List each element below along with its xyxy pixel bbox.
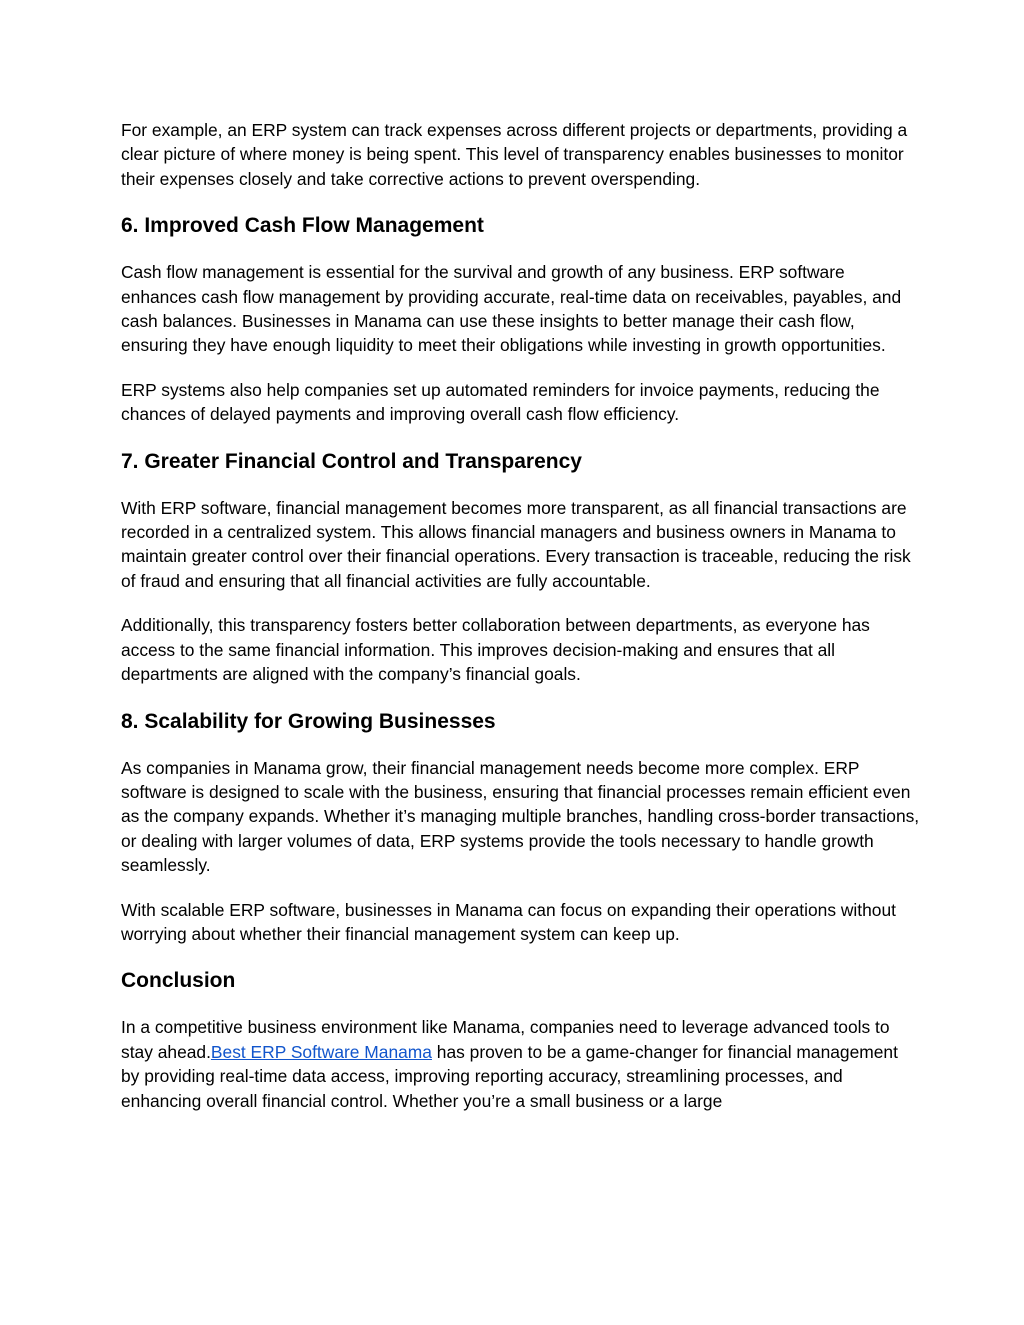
document-page [121,118,921,1133]
section-financial-control [121,447,921,687]
intro-paragraph: For example, an ERP system can track expenses across different projects or departments, providing a clear picture of where money is being spent. This level of transparency enables businesses to monitor their expenses closely and take corrective actions to prevent overspending. [121,120,908,189]
section-heading: 6. Improved Cash Flow Management [121,214,484,238]
best-erp-software-link[interactable]: Best ERP Software Manama [210,1041,432,1062]
section-conclusion [121,966,921,1113]
section-scalability [121,707,921,947]
conclusion-paragraph [121,1015,921,1113]
section-paragraph: Cash flow management is essential for the survival and growth of any business. ERP software enhances cash flow management by providing accurate, real-time data on receivables, payables, and cash balances. Businesses in Manama can use these insights to better manage their cash flow, ensuring they have enough liquidity to meet their obligations while investing in growth opportunities. [121,262,902,356]
section-paragraph: As companies in Manama grow, their financial management needs become more complex. ERP software is designed to scale with the business, ensuring that financial processes remain efficient even as the company expands. Whether it’s managing multiple branches, handling cross-border transactions, or dealing with larger volumes of data, ERP systems provide the tools necessary to handle growth seamlessly. [121,757,920,876]
conclusion-text-end: has proven to be a game-changer for financial management by providing real-time data access, improving reporting accuracy, streamlining processes, and enhancing overall financial control. Whether you’re a small business or a large [121,1041,898,1111]
section-heading: 8. Scalability for Growing Businesses [121,709,496,733]
section-paragraph: Additionally, this transparency fosters better collaboration between departments, as everyone has access to the same financial information. This improves decision-making and ensures that all departments are aligned with the company’s financial goals. [121,615,870,685]
section-heading: 7. Greater Financial Control and Transparency [121,449,582,473]
section-paragraph: ERP systems also help companies set up automated reminders for invoice payments, reducing the chances of delayed payments and improving overall cash flow efficiency. [121,379,880,425]
conclusion-text-start: In a competitive business environment like Manama, companies need to leverage advanced tools to stay ahead. [121,1017,890,1062]
section-cash-flow [121,211,921,426]
section-paragraph: With scalable ERP software, businesses in Manama can focus on expanding their operations without worrying about whether their financial management system can keep up. [121,899,896,944]
conclusion-heading: Conclusion [121,969,236,993]
section-paragraph: With ERP software, financial management becomes more transparent, as all financial transactions are recorded in a centralized system. This allows financial managers and business owners in Manama to maintain greater control over their financial operations. Every transaction is traceable, reducing the risk of fraud and ensuring that all financial activities are fully accountable. [121,497,911,591]
